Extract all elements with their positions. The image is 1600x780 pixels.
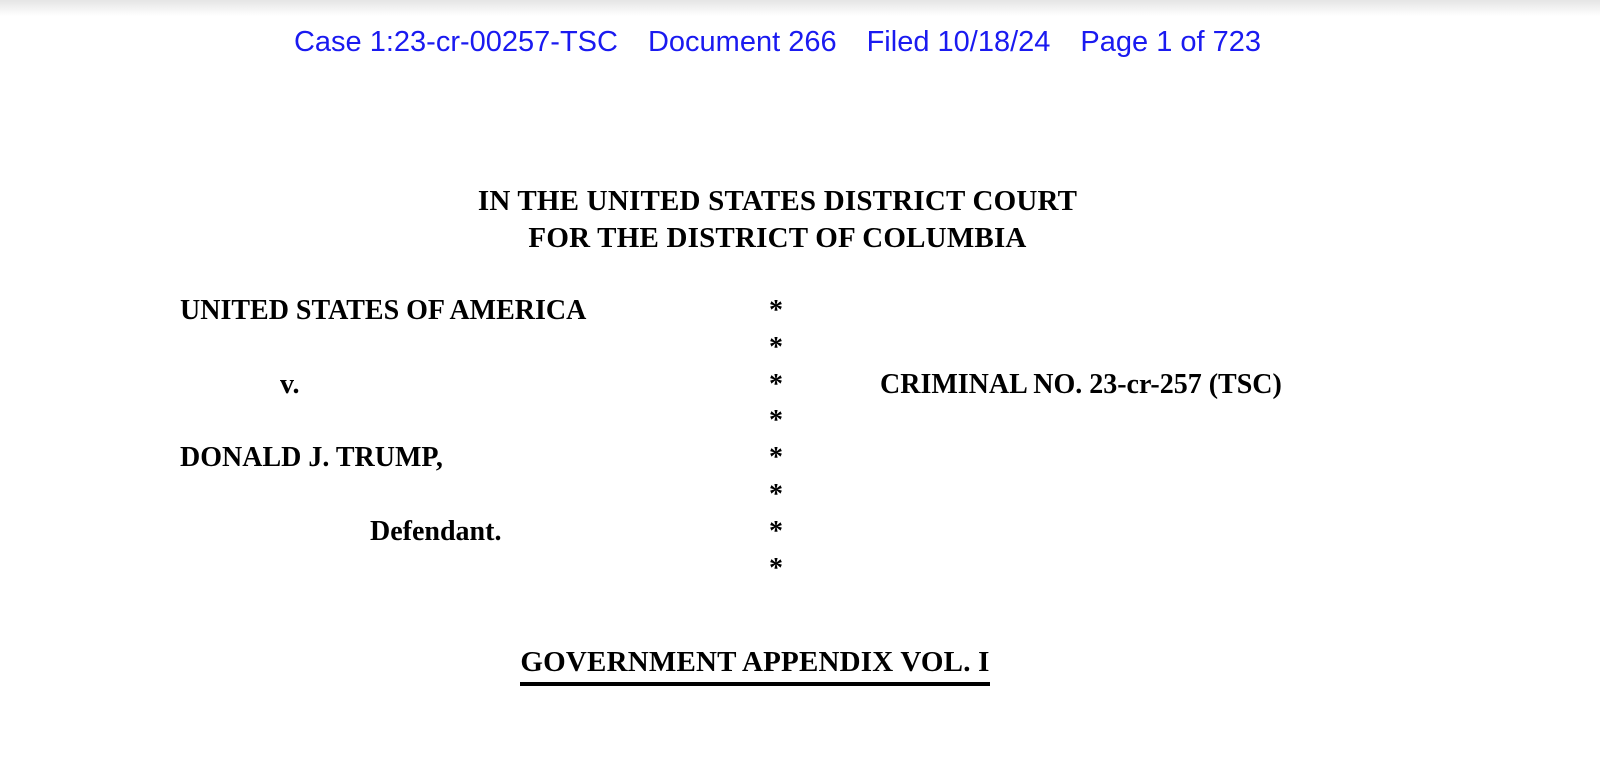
caption-row [180,515,1420,552]
defendant-name: DONALD J. TRUMP, [180,442,443,473]
caption-row [180,552,1420,589]
ecf-filed-date: Filed 10/18/24 [866,26,1051,58]
versus-label: v. [280,369,300,400]
caption-separator: * [769,405,783,436]
document-title-text: GOVERNMENT APPENDIX VOL. I [520,646,989,686]
court-heading-line1: IN THE UNITED STATES DISTRICT COURT [477,185,1078,217]
plaintiff-name: UNITED STATES OF AMERICA [180,295,587,326]
document-title [0,646,1510,686]
ecf-document-number: Document 266 [647,26,837,58]
page-top-shadow [0,0,1600,16]
ecf-stamp-header [0,26,1555,59]
caption-separator: * [769,332,783,363]
caption-row [180,441,1420,478]
caption-row [180,404,1420,441]
caption-separator: * [769,295,783,326]
caption-row [180,478,1420,515]
caption-separator: * [769,553,783,584]
court-heading-line2: FOR THE DISTRICT OF COLUMBIA [528,222,1027,254]
caption-row [180,331,1420,368]
caption-row [180,368,1420,405]
caption-separator: * [769,369,783,400]
caption-separator: * [769,442,783,473]
caption-separator: * [769,516,783,547]
defendant-label: Defendant. [370,516,502,547]
ecf-page-number: Page 1 of 723 [1080,26,1262,58]
criminal-case-number: CRIMINAL NO. 23-cr-257 (TSC) [880,369,1282,400]
caption-row [180,294,1420,331]
ecf-case-number: Case 1:23-cr-00257-TSC [293,26,618,58]
caption-separator: * [769,479,783,510]
case-caption [180,294,1420,594]
court-heading [0,183,1555,257]
